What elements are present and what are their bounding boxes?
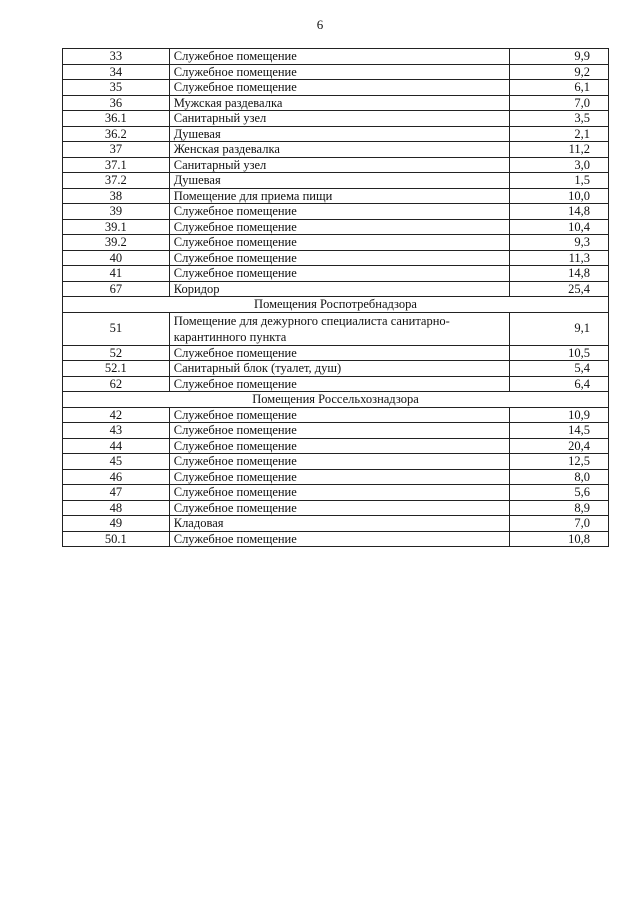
table-row bbox=[63, 219, 609, 235]
table-row bbox=[63, 235, 609, 251]
table-row bbox=[63, 423, 609, 439]
section-header-row bbox=[63, 297, 609, 313]
room-area: 10,9 bbox=[510, 407, 609, 423]
table-row bbox=[63, 485, 609, 501]
room-number: 37 bbox=[63, 142, 170, 158]
table-row bbox=[63, 438, 609, 454]
page-number: 6 bbox=[316, 17, 324, 32]
room-name: Служебное помещение bbox=[169, 64, 509, 80]
table-row bbox=[63, 49, 609, 65]
room-number: 49 bbox=[63, 516, 170, 532]
room-name: Душевая bbox=[169, 126, 509, 142]
room-area: 3,5 bbox=[510, 111, 609, 127]
room-name: Служебное помещение bbox=[169, 485, 509, 501]
room-area: 3,0 bbox=[510, 157, 609, 173]
table-row bbox=[63, 173, 609, 189]
table-row bbox=[63, 64, 609, 80]
table-row bbox=[63, 361, 609, 377]
room-number: 42 bbox=[63, 407, 170, 423]
room-number: 39.1 bbox=[63, 219, 170, 235]
room-number: 62 bbox=[63, 376, 170, 392]
room-area: 10,8 bbox=[510, 531, 609, 547]
room-name: Служебное помещение bbox=[169, 500, 509, 516]
room-area: 12,5 bbox=[510, 454, 609, 470]
room-number: 37.1 bbox=[63, 157, 170, 173]
table-row bbox=[63, 250, 609, 266]
room-number: 37.2 bbox=[63, 173, 170, 189]
room-name: Кладовая bbox=[169, 516, 509, 532]
room-area: 8,0 bbox=[510, 469, 609, 485]
room-name: Служебное помещение bbox=[169, 219, 509, 235]
section-title: Помещения Роспотребнадзора bbox=[63, 297, 609, 313]
room-area: 9,3 bbox=[510, 235, 609, 251]
room-number: 43 bbox=[63, 423, 170, 439]
table-row bbox=[63, 126, 609, 142]
table-row bbox=[63, 345, 609, 361]
table-row bbox=[63, 95, 609, 111]
room-number: 47 bbox=[63, 485, 170, 501]
room-name: Служебное помещение bbox=[169, 407, 509, 423]
room-number: 48 bbox=[63, 500, 170, 516]
section-header-row bbox=[63, 392, 609, 408]
table-row bbox=[63, 407, 609, 423]
table-row bbox=[63, 188, 609, 204]
table-row bbox=[63, 142, 609, 158]
room-area: 7,0 bbox=[510, 516, 609, 532]
room-area: 10,5 bbox=[510, 345, 609, 361]
room-area: 25,4 bbox=[510, 281, 609, 297]
room-area: 10,0 bbox=[510, 188, 609, 204]
table-row bbox=[63, 80, 609, 96]
table-row bbox=[63, 111, 609, 127]
room-number: 36.2 bbox=[63, 126, 170, 142]
room-area: 7,0 bbox=[510, 95, 609, 111]
room-number: 52.1 bbox=[63, 361, 170, 377]
room-name: Санитарный узел bbox=[169, 111, 509, 127]
room-number: 51 bbox=[63, 312, 170, 345]
room-number: 35 bbox=[63, 80, 170, 96]
room-area: 14,8 bbox=[510, 204, 609, 220]
room-name: Служебное помещение bbox=[169, 250, 509, 266]
table-row bbox=[63, 312, 609, 345]
table-row bbox=[63, 454, 609, 470]
room-area: 11,3 bbox=[510, 250, 609, 266]
room-name: Служебное помещение bbox=[169, 80, 509, 96]
room-number: 45 bbox=[63, 454, 170, 470]
room-name: Служебное помещение bbox=[169, 266, 509, 282]
room-name: Санитарный узел bbox=[169, 157, 509, 173]
room-number: 38 bbox=[63, 188, 170, 204]
room-area: 5,6 bbox=[510, 485, 609, 501]
room-name: Служебное помещение bbox=[169, 531, 509, 547]
room-name: Служебное помещение bbox=[169, 235, 509, 251]
room-number: 50.1 bbox=[63, 531, 170, 547]
table-row bbox=[63, 500, 609, 516]
room-number: 36.1 bbox=[63, 111, 170, 127]
table-row bbox=[63, 266, 609, 282]
room-area: 14,5 bbox=[510, 423, 609, 439]
room-name: Служебное помещение bbox=[169, 376, 509, 392]
room-number: 39 bbox=[63, 204, 170, 220]
room-number: 67 bbox=[63, 281, 170, 297]
table-row bbox=[63, 204, 609, 220]
table-row bbox=[63, 516, 609, 532]
room-area: 9,9 bbox=[510, 49, 609, 65]
table-row bbox=[63, 376, 609, 392]
room-area: 5,4 bbox=[510, 361, 609, 377]
room-name: Служебное помещение bbox=[169, 469, 509, 485]
room-area: 9,2 bbox=[510, 64, 609, 80]
room-name: Служебное помещение bbox=[169, 423, 509, 439]
room-name: Санитарный блок (туалет, душ) bbox=[169, 361, 509, 377]
room-name: Женская раздевалка bbox=[169, 142, 509, 158]
room-number: 36 bbox=[63, 95, 170, 111]
room-number: 46 bbox=[63, 469, 170, 485]
room-name: Помещение для дежурного специалиста санитарно-карантинного пункта bbox=[169, 312, 509, 345]
room-area: 20,4 bbox=[510, 438, 609, 454]
room-name: Душевая bbox=[169, 173, 509, 189]
room-area: 9,1 bbox=[510, 312, 609, 345]
room-number: 41 bbox=[63, 266, 170, 282]
room-number: 40 bbox=[63, 250, 170, 266]
room-name: Служебное помещение bbox=[169, 438, 509, 454]
room-number: 34 bbox=[63, 64, 170, 80]
room-area: 11,2 bbox=[510, 142, 609, 158]
room-area: 2,1 bbox=[510, 126, 609, 142]
room-area: 6,4 bbox=[510, 376, 609, 392]
room-area: 14,8 bbox=[510, 266, 609, 282]
section-title: Помещения Россельхознадзора bbox=[63, 392, 609, 408]
room-number: 39.2 bbox=[63, 235, 170, 251]
room-name: Коридор bbox=[169, 281, 509, 297]
room-name: Служебное помещение bbox=[169, 204, 509, 220]
room-area: 1,5 bbox=[510, 173, 609, 189]
table-row bbox=[63, 157, 609, 173]
room-name: Мужская раздевалка bbox=[169, 95, 509, 111]
table-row bbox=[63, 531, 609, 547]
table-row bbox=[63, 469, 609, 485]
room-number: 52 bbox=[63, 345, 170, 361]
room-name: Служебное помещение bbox=[169, 454, 509, 470]
room-name: Служебное помещение bbox=[169, 49, 509, 65]
room-area: 8,9 bbox=[510, 500, 609, 516]
room-area: 10,4 bbox=[510, 219, 609, 235]
room-number: 33 bbox=[63, 49, 170, 65]
room-number: 44 bbox=[63, 438, 170, 454]
room-name: Служебное помещение bbox=[169, 345, 509, 361]
room-area: 6,1 bbox=[510, 80, 609, 96]
premises-table bbox=[62, 48, 609, 547]
premises-table-body bbox=[63, 49, 609, 547]
table-row bbox=[63, 281, 609, 297]
room-name: Помещение для приема пищи bbox=[169, 188, 509, 204]
